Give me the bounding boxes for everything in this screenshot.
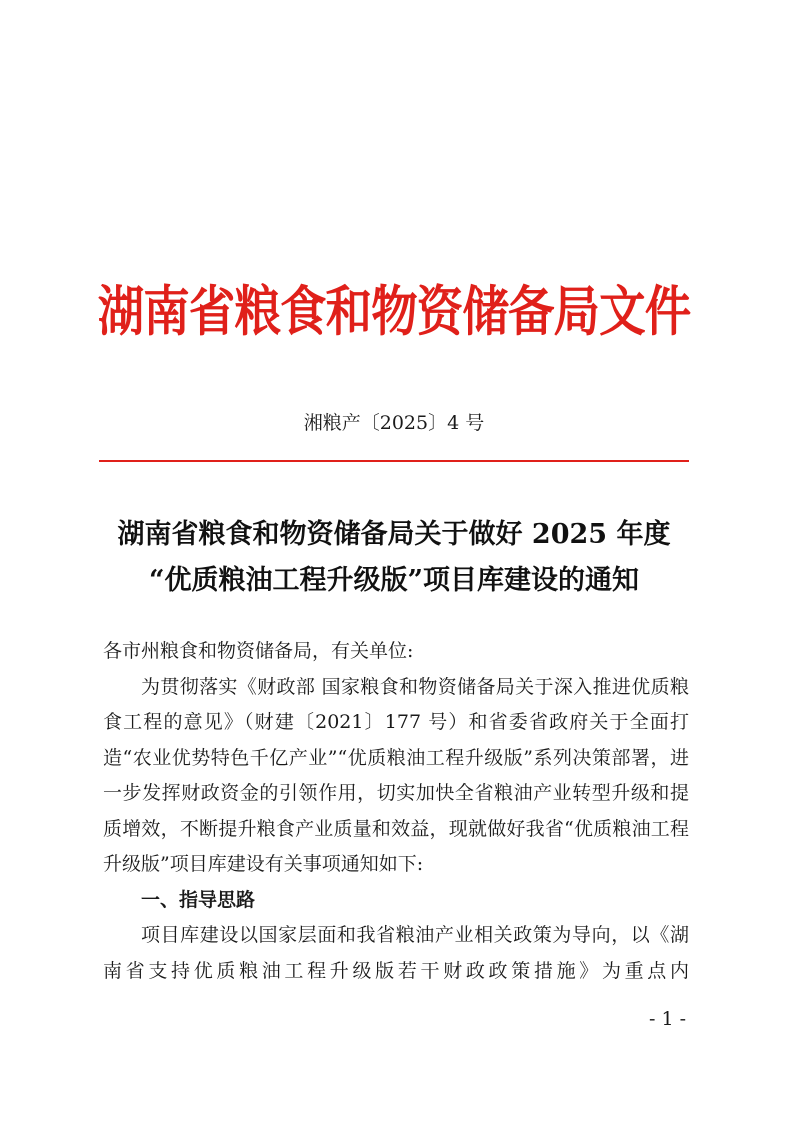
notice-title-line-1: 湖南省粮食和物资储备局关于做好 2025 年度: [117, 519, 671, 550]
body-paragraph-1: 为贯彻落实《财政部 国家粮食和物资储备局关于深入推进优质粮食工程的意见》（财建〔2021〕177 号）和省委省政府关于全面打造“农业优势特色千亿产业”“优质粮油工程升级版”系列决策部署，进一步发挥财政资金的引领作用，切实加快全省粮油产业转型升级和提质增效，不断提升粮食产业质量和效益，现就做好我省“优质粮油工程升级版”项目库建设有关事项通知如下:: [103, 675, 689, 875]
section-heading-1: 一、指导思路: [141, 888, 256, 911]
notice-body: [103, 634, 689, 989]
salutation: 各市州粮食和物资储备局，有关单位:: [103, 640, 414, 662]
issuer-heading: 湖南省粮食和物资储备局文件: [97, 280, 691, 343]
notice-title-line-2: “优质粮油工程升级版”项目库建设的通知: [148, 565, 640, 596]
notice-title: [60, 512, 728, 604]
page-number: - 1 -: [648, 1008, 686, 1030]
document-number: 湘粮产〔2025〕4 号: [303, 412, 485, 434]
red-divider-line: [99, 460, 689, 462]
body-paragraph-2: 项目库建设以国家层面和我省粮油产业相关政策为导向，以《湖南省支持优质粮油工程升级版若干财政政策措施》为重点内: [103, 924, 689, 982]
